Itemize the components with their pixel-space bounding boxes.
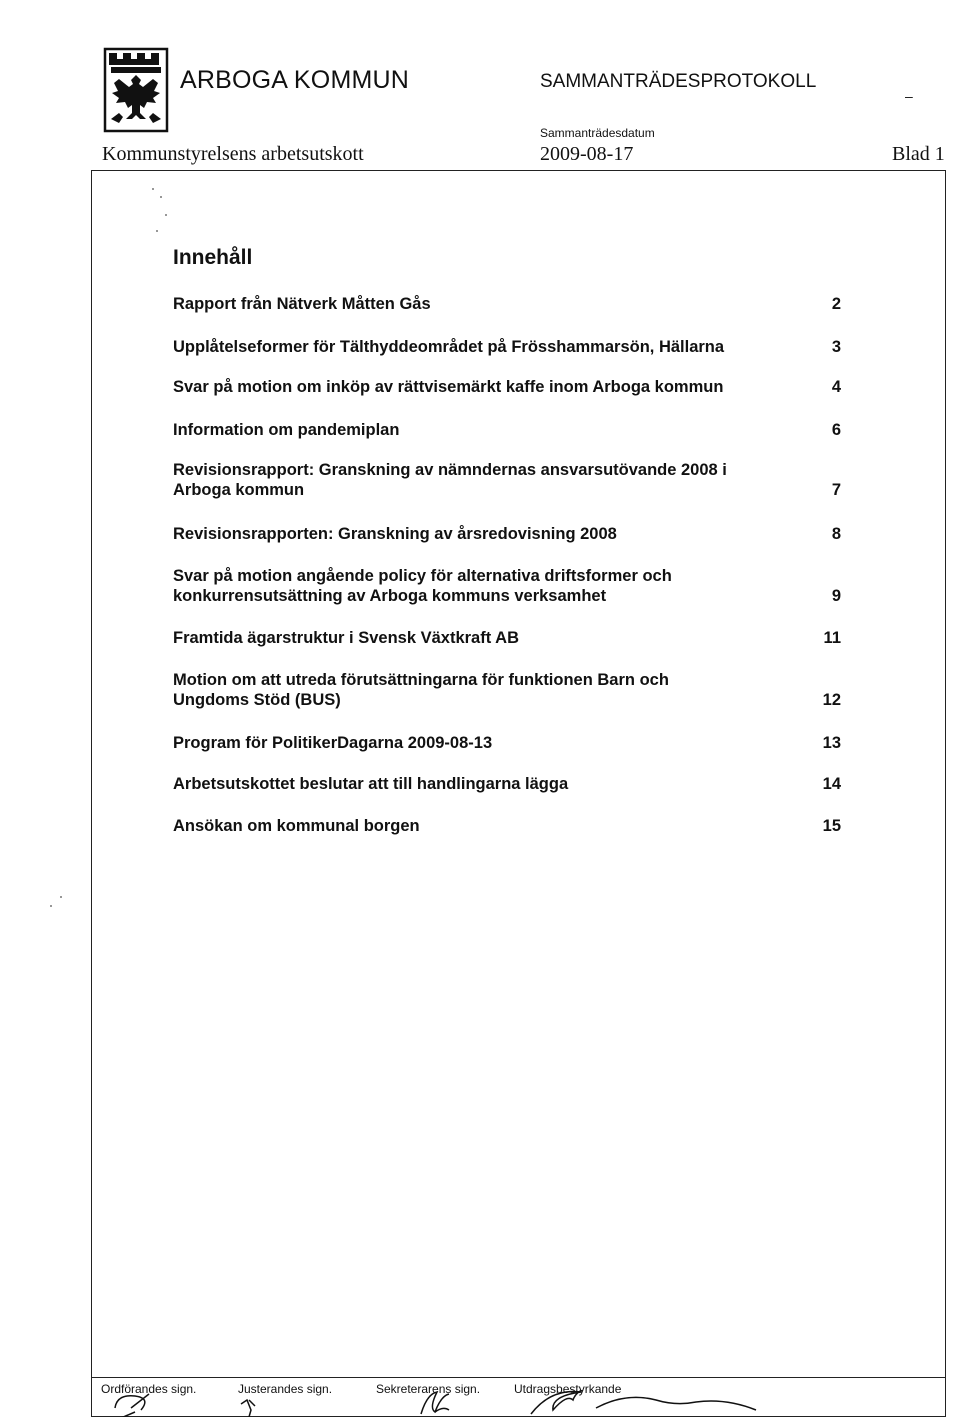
toc-entry: [173, 460, 843, 500]
toc-entry-title: Upplåtelseformer för Tälthyddeområdet på Frösshammarsön, Hällarna: [173, 338, 725, 356]
toc-entry-title: Information om pandemiplan: [173, 421, 400, 439]
toc-entry-page: 3: [831, 338, 841, 356]
scan-speck: [156, 230, 158, 232]
toc-entry: [173, 628, 843, 648]
toc-entry-title: Revisionsrapporten: Granskning av årsredovisning 2008: [173, 525, 617, 543]
toc-entry-title: Motion om att utreda förutsättningarna för funktionen Barn och Ungdoms Stöd (BUS): [173, 671, 669, 709]
scan-speck: [60, 896, 62, 898]
extract-certifier-signature: [531, 1390, 756, 1414]
toc-entry-title: Arbetsutskottet beslutar att till handlingarna lägga: [173, 775, 569, 793]
toc-entry: [173, 294, 843, 314]
toc-entry-page: 7: [831, 481, 841, 499]
toc-entry-page: 13: [822, 734, 841, 752]
meeting-date: 2009-08-17: [540, 143, 634, 165]
coat-of-arms-logo: [103, 47, 169, 133]
toc-entry: [173, 377, 843, 397]
toc-entry-title: Rapport från Nätverk Måtten Gås: [173, 295, 431, 313]
toc-entry-title: Svar på motion angående policy för alternativa driftsformer och konkurrensutsättning av Arboga kommuns verksamhet: [173, 567, 672, 605]
toc-entry: [173, 566, 843, 606]
secretary-signature: [421, 1392, 449, 1414]
toc-entry-title: Framtida ägarstruktur i Svensk Växtkraft AB: [173, 629, 520, 647]
toc-entry-page: 12: [822, 691, 841, 709]
scan-speck: [160, 196, 162, 198]
toc-entry: [173, 733, 843, 753]
toc-entry-page: 15: [822, 817, 841, 835]
toc-entry: [173, 420, 843, 440]
scan-speck: [165, 214, 167, 216]
toc-entry: [173, 670, 843, 710]
extract-certifier-label: Utdragsbestyrkande: [514, 1382, 622, 1396]
toc-entry-page: 8: [831, 525, 841, 543]
toc-entry-page: 14: [822, 775, 841, 793]
scan-speck: [50, 905, 52, 907]
toc-entry: [173, 337, 843, 357]
toc-entry-page: 6: [831, 421, 841, 439]
chair-signature: [115, 1394, 149, 1417]
toc-entry-page: 9: [831, 587, 841, 605]
toc-entry-title: Program för PolitikerDagarna 2009-08-13: [173, 734, 493, 752]
contents-heading: Innehåll: [173, 246, 253, 269]
toc-entry: [173, 774, 843, 794]
handwritten-signatures: [91, 1390, 946, 1417]
corner-mark: –: [905, 88, 913, 104]
scan-speck: [152, 188, 154, 190]
meeting-date-label: Sammanträdesdatum: [540, 126, 655, 140]
secretary-sign-label: Sekreterarens sign.: [376, 1382, 481, 1396]
toc-entry-page: 2: [831, 295, 841, 313]
page-number-label: Blad 1: [892, 143, 945, 165]
toc-entry-title: Revisionsrapport: Granskning av nämndernas ansvarsutövande 2008 i Arboga kommun: [173, 461, 727, 499]
committee-name: Kommunstyrelsens arbetsutskott: [102, 143, 364, 165]
toc-entry-page: 11: [823, 629, 841, 647]
document-type: SAMMANTRÄDESPROTOKOLL: [540, 71, 817, 92]
adjuster-sign-label: Justerandes sign.: [238, 1382, 333, 1396]
toc-entry-page: 4: [831, 378, 841, 396]
toc-entry-title: Svar på motion om inköp av rättvisemärkt kaffe inom Arboga kommun: [173, 378, 724, 396]
adjuster-signature: [241, 1400, 255, 1417]
toc-entry-title: Ansökan om kommunal borgen: [173, 817, 420, 835]
toc-entry: [173, 524, 843, 544]
toc-entry: [173, 816, 843, 836]
chair-sign-label: Ordförandes sign.: [101, 1382, 197, 1396]
organization-name: ARBOGA KOMMUN: [180, 66, 410, 94]
